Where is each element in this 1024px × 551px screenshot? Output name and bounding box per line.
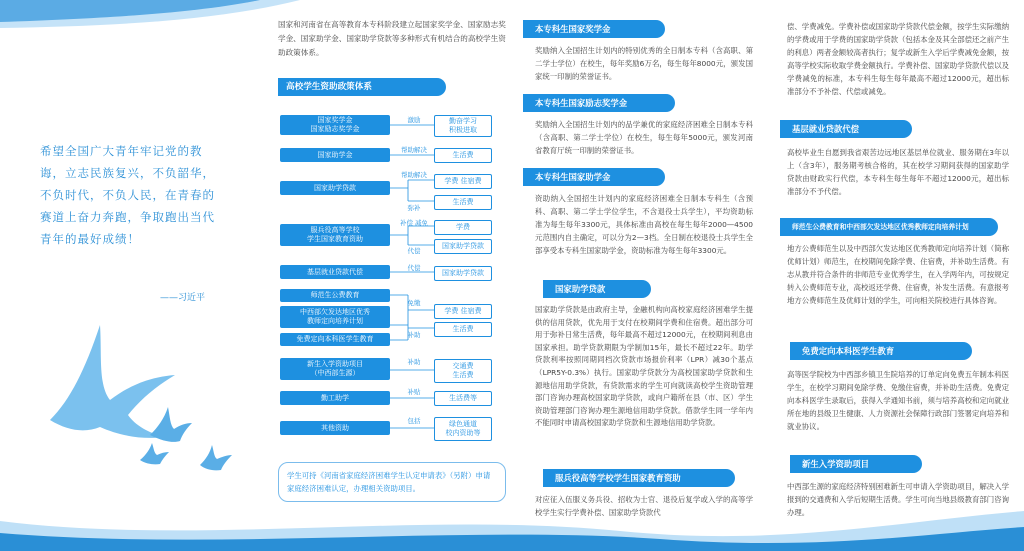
flow-freshman-aid: 新生入学资助项目 （中西部生源） — [280, 358, 390, 380]
flow-other-aid: 其他资助 — [280, 421, 390, 435]
section-title-grassroots-repay: 基层就业贷款代偿 — [780, 120, 912, 138]
section-text-medical-education: 高等医学院校为中西部乡镇卫生院培养的订单定向免费五年制本科医学生，在校学习期间免除学费、免缴住宿费，并补助生活费。免费定向本科医学生录取后，获得入学通知书前，须与培养高校和定向就业所在地的县级卫生健康、人力资源社会保障行政部门签署定向培养和就业协议。 — [787, 370, 1009, 431]
military-aid-continued: 偿、学费减免。学费补偿或国家助学贷款代偿金额，按学生实际缴纳的学费或用于学费的国家助学贷款（包括本金及其全部偿还之前产生的利息）两者金额较高者执行；复学或新生入学后学费减免金额，按高等学校实际收取学费金额执行。学费补偿、国家助学贷款代偿以及学费减免的标准，本专科生每生每年最高不超过12000元，超出标准部分不予补偿、代偿或减免。 — [787, 22, 1009, 96]
flow-verb-help: 帮助解决 — [401, 146, 427, 154]
flow-military-aid: 服兵役高等学校 学生国家教育资助 — [280, 224, 390, 246]
flow-outcome-tuition-3: 学费 住宿费 — [434, 304, 492, 319]
flow-student-loan: 国家助学贷款 — [280, 181, 390, 195]
system-title: 高校学生资助政策体系 — [278, 78, 446, 96]
application-note: 学生可持《河南省家庭经济困难学生认定申请表》（另附）申请家庭经济困难认定，办理相关资助项目。 — [278, 462, 506, 502]
scholarship-panel — [523, 0, 758, 551]
flow-outcome-living: 生活费 — [434, 148, 492, 163]
section-text-grassroots-repay: 高校毕业生自愿到我省艰苦边远地区基层单位就业、服务期在3年以上（含3年），服务期考核合格的，其在校学习期间获得的国家助学贷款由财政实行代偿，本专科生每生每年不超过12000元，超出标准部分不予代偿。 — [787, 148, 1009, 196]
quote-panel — [0, 0, 258, 551]
flow-verb-compensate: 补偿 减免 — [399, 219, 429, 227]
flow-outcome-loan: 国家助学贷款 — [434, 239, 492, 254]
flow-verb-allowance: 补贴 — [407, 388, 421, 396]
flow-national-grant: 国家助学金 — [280, 148, 390, 162]
section-text-national-scholarship: 奖励纳入全国招生计划内的特别优秀的全日制本专科（含高职、第二学士学位）在校生，每年奖励6万名，每生每年8000元，颁发国家统一印制的荣誉证书。 — [535, 46, 753, 81]
flow-outcome-living-2: 生活费 — [434, 195, 492, 210]
flow-outcome-living-3: 生活费 — [434, 322, 492, 337]
section-title-medical-education: 免费定向本科医学生教育 — [790, 342, 972, 360]
section-text-national-grant: 资助纳入全国招生计划内的家庭经济困难全日制本专科生（含预科、高职、第二学士学位学生，不含退役士兵学生），平均资助标准为每生每年3300元，具体标准由高校在每生每年2000—4500元范围内自主确定，可以分为2—3档。全日制在校退役士兵学生全部享受本专科生国家助学金，资助标准为每生每年3300元。 — [535, 194, 753, 255]
section-title-freshman-aid: 新生入学资助项目 — [790, 455, 922, 473]
section-text-teacher-education: 地方公费师范生以及中西部欠发达地区优秀教师定向培养计划（简称优师计划）师范生，在校期间免除学费、住宿费，并补助生活费。有志从教并符合条件的非师范专业优秀学生，在入学两年内，可按规定转入公费师范专业，高校返还学费、住宿费，补发生活费。有意报考地方公费师范生及优师计划的学生，可向相关院校进行具体咨询。 — [787, 244, 1009, 305]
flow-verb-make-up: 弥补 — [407, 204, 421, 212]
doves-illustration — [40, 315, 260, 475]
section-title-national-grant: 本专科生国家助学金 — [523, 168, 665, 186]
policy-system-panel — [268, 0, 508, 551]
flow-verb-exempt: 免缴 — [407, 299, 421, 307]
repayment-panel — [775, 0, 1015, 551]
flow-medical-education: 免费定向本科医学生教育 — [280, 333, 390, 346]
flow-outcome-tuition-2: 学费 — [434, 220, 492, 235]
flow-outcome-tuition: 学费 住宿费 — [434, 174, 492, 189]
section-title-military-aid: 服兵役高等学校学生国家教育资助 — [543, 469, 735, 487]
policy-flowchart — [268, 100, 508, 460]
flow-outcome-living-4: 生活费等 — [434, 391, 492, 406]
flow-national-scholarship: 国家奖学金 国家励志奖学金 — [280, 115, 390, 135]
section-text-encouragement-scholarship: 奖励纳入全国招生计划内的品学兼优的家庭经济困难全日制本专科（含高职、第二学士学位）在校生，每生每年5000元，颁发河南省教育厅统一印制的荣誉证书。 — [535, 120, 753, 155]
flow-teacher-education: 师范生公费教育 — [280, 289, 390, 302]
section-text-freshman-aid: 中西部生源的家庭经济特别困难新生可申请入学资助项目，解决入学报到的交通费和入学后短期生活费。学生可向当地县级教育部门咨询办理。 — [787, 482, 1009, 517]
section-title-encouragement-scholarship: 本专科生国家励志奖学金 — [523, 94, 675, 112]
flow-verb-subsidy-2: 补助 — [407, 358, 421, 366]
section-title-student-loan: 国家助学贷款 — [543, 280, 651, 298]
flow-teacher-plan: 中西部欠发达地区优秀 教师定向培养计划 — [280, 306, 390, 328]
flow-verb-include: 包括 — [407, 417, 421, 425]
flow-outcome-green-channel: 绿色通道 校内资助等 — [434, 417, 492, 441]
flow-verb-repay-2: 代偿 — [407, 264, 421, 272]
leader-quote: 希望全国广大青年牢记党的教诲，立志民族复兴，不负韶华，不负时代，不负人民，在青春的赛道上奋力奔跑，争取跑出当代青年的最好成绩！ — [40, 144, 215, 246]
flow-verb-incentive: 激励 — [407, 116, 421, 124]
section-text-military-aid: 对应征入伍服义务兵役、招收为士官、退役后复学或入学的高等学校学生实行学费补偿、国家助学贷款代 — [535, 495, 753, 517]
section-text-student-loan: 国家助学贷款是由政府主导，金融机构向高校家庭经济困难学生提供的信用贷款，优先用于支付在校期间学费和住宿费。超出部分可用于弥补日常生活费，每年最高不超过12000元，在校期间利息由国家承担。助学贷款期限为学制加15年，最长不超过22年。助学贷款利率按照同期同档次贷款市场报价利率（LPR）减30个基点（LPR5Y-0.3%）执行。国家助学贷款分为高校国家助学贷款和生源地信用助学贷款，有贷款需求的学生可向就读高校学生资助管理部门咨询办理高校国家助学贷款，或向户籍所在县（市、区）学生资助管理部门咨询办理生源地信用助学贷款。借款学生同一学年内不能同时申请高校国家助学贷款和生源地信用助学贷款。 — [535, 305, 753, 428]
flow-outcome-study: 勤奋学习 积极进取 — [434, 115, 492, 137]
flow-outcome-transport: 交通费 生活费 — [434, 359, 492, 383]
quote-author: ——习近平 — [160, 293, 206, 303]
flow-verb-subsidy: 补助 — [407, 331, 421, 339]
flow-outcome-loan-2: 国家助学贷款 — [434, 266, 492, 281]
flow-work-study: 勤工助学 — [280, 391, 390, 405]
section-title-national-scholarship: 本专科生国家奖学金 — [523, 20, 665, 38]
intro-paragraph: 国家和河南省在高等教育本专科阶段建立起国家奖学金、国家励志奖学金、国家助学金、国家助学贷款等多种形式有机结合的高校学生资助政策体系。 — [278, 20, 506, 57]
section-title-teacher-education: 师范生公费教育和中西部欠发达地区优秀教师定向培养计划 — [780, 218, 998, 236]
flow-verb-repay: 代偿 — [407, 247, 421, 255]
flow-grassroots-repay: 基层就业贷款代偿 — [280, 265, 390, 279]
flow-verb-help-2: 帮助解决 — [401, 171, 427, 179]
